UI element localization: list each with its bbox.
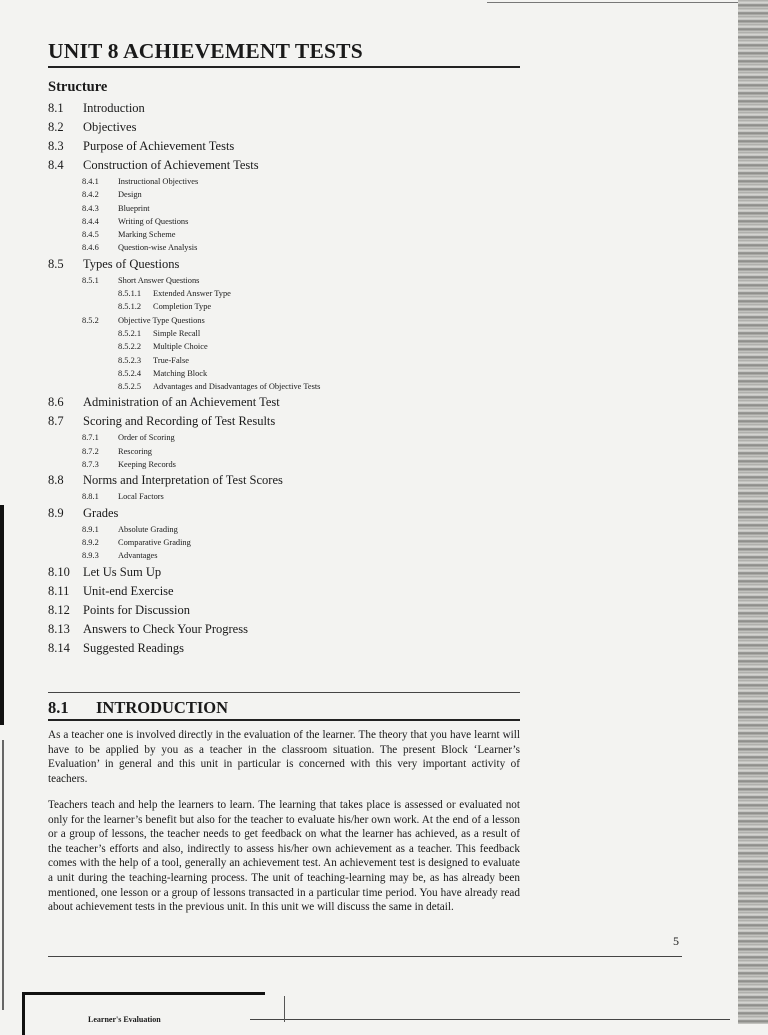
toc-item-label: Construction of Achievement Tests xyxy=(83,158,259,172)
toc-item xyxy=(48,190,518,203)
toc-item-number: 8.5.2.1 xyxy=(118,328,142,338)
toc-item-number: 8.12 xyxy=(48,602,70,617)
structure-heading: Structure xyxy=(48,79,108,95)
toc-item xyxy=(48,217,518,230)
toc-item-number: 8.4.5 xyxy=(82,230,99,240)
toc-item-label: Unit-end Exercise xyxy=(83,583,174,598)
toc-item-label: Instructional Objectives xyxy=(118,177,199,186)
toc-item-number: 8.5 xyxy=(48,256,64,271)
toc-item-number: 8.6 xyxy=(48,395,64,410)
toc-item-number: 8.7.1 xyxy=(82,433,99,443)
toc-item-number: 8.4.6 xyxy=(82,243,99,253)
toc-item xyxy=(48,492,518,505)
toc-item-label: Short Answer Questions xyxy=(118,275,200,285)
toc-item-label: Order of Scoring xyxy=(118,433,175,443)
toc-item-number: 8.5.2.4 xyxy=(118,368,142,378)
toc-item xyxy=(48,622,518,641)
title-underline xyxy=(48,66,520,68)
toc-item xyxy=(48,506,518,525)
toc-item xyxy=(48,276,518,289)
toc-item xyxy=(48,551,518,564)
scanned-page-edge xyxy=(738,0,768,1024)
toc-item xyxy=(48,302,518,315)
toc-item xyxy=(48,382,518,395)
toc-item-number: 8.8 xyxy=(48,473,64,488)
footer-label: Learner's Evaluation xyxy=(88,1015,161,1024)
toc-item-number: 8.7.2 xyxy=(82,446,99,456)
table-of-contents xyxy=(48,101,518,660)
toc-item-label: Keeping Records xyxy=(118,460,176,470)
toc-item xyxy=(48,395,518,414)
toc-item-number: 8.4.4 xyxy=(82,216,99,226)
toc-item xyxy=(48,289,518,302)
toc-item-number: 8.4.3 xyxy=(82,203,99,213)
toc-item-label: Completion Type xyxy=(153,302,212,312)
toc-item-label: True-False xyxy=(153,355,189,365)
toc-item xyxy=(48,369,518,382)
toc-item-number: 8.9.1 xyxy=(82,524,99,534)
section-rule-bottom xyxy=(48,719,520,721)
crop-mark xyxy=(284,996,285,1022)
section-number: 8.1 xyxy=(48,698,69,717)
paragraph: As a teacher one is involved directly in the evaluation of the learner. The theory that you have learnt will have to be applied by you as a teacher in the classroom situation. The present Block ‘Learner’s Evaluation’ in general and this unit in particular is concerned with this very important activity of teachers. xyxy=(48,729,520,785)
toc-item-number: 8.4.2 xyxy=(82,190,99,200)
section-rule-top xyxy=(48,692,520,693)
toc-item-label: Advantages and Disadvantages of Objective Tests xyxy=(153,382,321,392)
toc-item xyxy=(48,565,518,584)
toc-item xyxy=(48,101,518,120)
toc-item xyxy=(48,316,518,329)
toc-item-label: Suggested Readings xyxy=(83,640,185,655)
toc-item xyxy=(48,603,518,622)
toc-item-label: Comparative Grading xyxy=(118,537,191,547)
toc-item xyxy=(48,460,518,473)
section-title: INTRODUCTION xyxy=(96,698,229,717)
section-heading xyxy=(48,698,228,718)
toc-item-number: 8.1 xyxy=(48,101,64,115)
toc-item-label: Writing of Questions xyxy=(118,216,189,226)
toc-item-number: 8.8.1 xyxy=(82,492,99,502)
toc-item-label: Scoring and Recording of Test Results xyxy=(83,414,276,429)
toc-item-label: Introduction xyxy=(83,101,145,115)
toc-item-number: 8.5.2.5 xyxy=(118,382,142,392)
footer-rule xyxy=(250,1019,730,1020)
toc-item xyxy=(48,257,518,276)
toc-item-label: Blueprint xyxy=(118,203,150,213)
binding-shadow xyxy=(0,505,4,725)
toc-item xyxy=(48,177,518,190)
toc-item-number: 8.13 xyxy=(48,621,70,636)
toc-item-label: Absolute Grading xyxy=(118,524,178,534)
toc-item-number: 8.4.1 xyxy=(82,177,99,186)
toc-item-label: Types of Questions xyxy=(83,256,180,271)
toc-item-label: Norms and Interpretation of Test Scores xyxy=(83,473,283,488)
toc-item xyxy=(48,204,518,217)
toc-item-label: Let Us Sum Up xyxy=(83,564,162,579)
toc-item-number: 8.2 xyxy=(48,120,64,134)
toc-item xyxy=(48,342,518,355)
page-bottom-rule xyxy=(48,956,682,957)
toc-item-number: 8.7.3 xyxy=(82,460,99,470)
toc-item-label: Advantages xyxy=(118,551,158,561)
toc-item xyxy=(48,414,518,433)
toc-item-label: Matching Block xyxy=(153,368,208,378)
unit-title: UNIT 8 ACHIEVEMENT TESTS xyxy=(48,39,363,63)
toc-item-label: Answers to Check Your Progress xyxy=(83,621,248,636)
toc-item-label: Rescoring xyxy=(118,446,152,456)
toc-item xyxy=(48,230,518,243)
paragraph: Teachers teach and help the learners to learn. The learning that takes place is assessed or evaluated not only for the learner’s benefit but also for the teacher to evaluate his/her own work. At the end of a lesson or a group of lessons, the teacher needs to get feedback on what the learner has achieved, as a result of the teacher’s efforts and also, indirectly to assess his/her own achievement as a teacher. This feedback comes with the help of a tool, generally an achievement test. An achievement test is designed to evaluate a unit during the teaching-learning process. The unit of teaching-learning may be, as has already been mentioned, one lesson or a group of lessons transacted in a particular time period. You have already read about achievement tests in the previous unit. In this unit we will discuss the same in detail. xyxy=(48,799,520,914)
toc-item-number: 8.5.1.2 xyxy=(118,302,142,312)
toc-item xyxy=(48,641,518,660)
toc-item xyxy=(48,473,518,492)
toc-item xyxy=(48,356,518,369)
toc-item-number: 8.5.1 xyxy=(82,275,99,285)
toc-item-label: Grades xyxy=(83,505,119,520)
top-edge-rule xyxy=(487,2,738,3)
toc-item-label: Extended Answer Type xyxy=(153,289,231,299)
toc-item xyxy=(48,329,518,342)
toc-item-label: Question-wise Analysis xyxy=(118,243,198,253)
toc-item xyxy=(48,447,518,460)
toc-item xyxy=(48,120,518,139)
toc-item-number: 8.10 xyxy=(48,564,70,579)
toc-item-label: Objectives xyxy=(83,120,137,134)
toc-item xyxy=(48,525,518,538)
toc-item-number: 8.7 xyxy=(48,414,64,429)
toc-item xyxy=(48,584,518,603)
toc-item-label: Points for Discussion xyxy=(83,602,190,617)
toc-item-number: 8.9 xyxy=(48,505,64,520)
toc-item xyxy=(48,433,518,446)
toc-item-number: 8.5.2 xyxy=(82,315,99,325)
toc-item-label: Multiple Choice xyxy=(153,342,208,352)
toc-item-number: 8.3 xyxy=(48,139,64,153)
next-page-frame xyxy=(22,992,265,1035)
toc-item-label: Administration of an Achievement Test xyxy=(83,395,280,410)
toc-item xyxy=(48,158,518,177)
toc-item-label: Design xyxy=(118,190,142,200)
toc-item xyxy=(48,243,518,256)
page-number: 5 xyxy=(673,934,679,948)
toc-item-label: Simple Recall xyxy=(153,328,201,338)
toc-item-number: 8.4 xyxy=(48,158,64,172)
binding-shadow-lower xyxy=(2,740,4,1010)
toc-item xyxy=(48,538,518,551)
toc-item-number: 8.5.2.3 xyxy=(118,355,142,365)
toc-item xyxy=(48,139,518,158)
toc-item-number: 8.14 xyxy=(48,640,70,655)
toc-item-number: 8.11 xyxy=(48,583,70,598)
toc-item-label: Purpose of Achievement Tests xyxy=(83,139,235,153)
toc-item-number: 8.9.3 xyxy=(82,551,99,561)
toc-item-number: 8.9.2 xyxy=(82,537,99,547)
toc-item-number: 8.5.2.2 xyxy=(118,342,142,352)
toc-item-number: 8.5.1.1 xyxy=(118,289,142,299)
toc-item-label: Objective Type Questions xyxy=(118,315,205,325)
toc-item-label: Local Factors xyxy=(118,492,164,502)
toc-item-label: Marking Scheme xyxy=(118,230,176,240)
